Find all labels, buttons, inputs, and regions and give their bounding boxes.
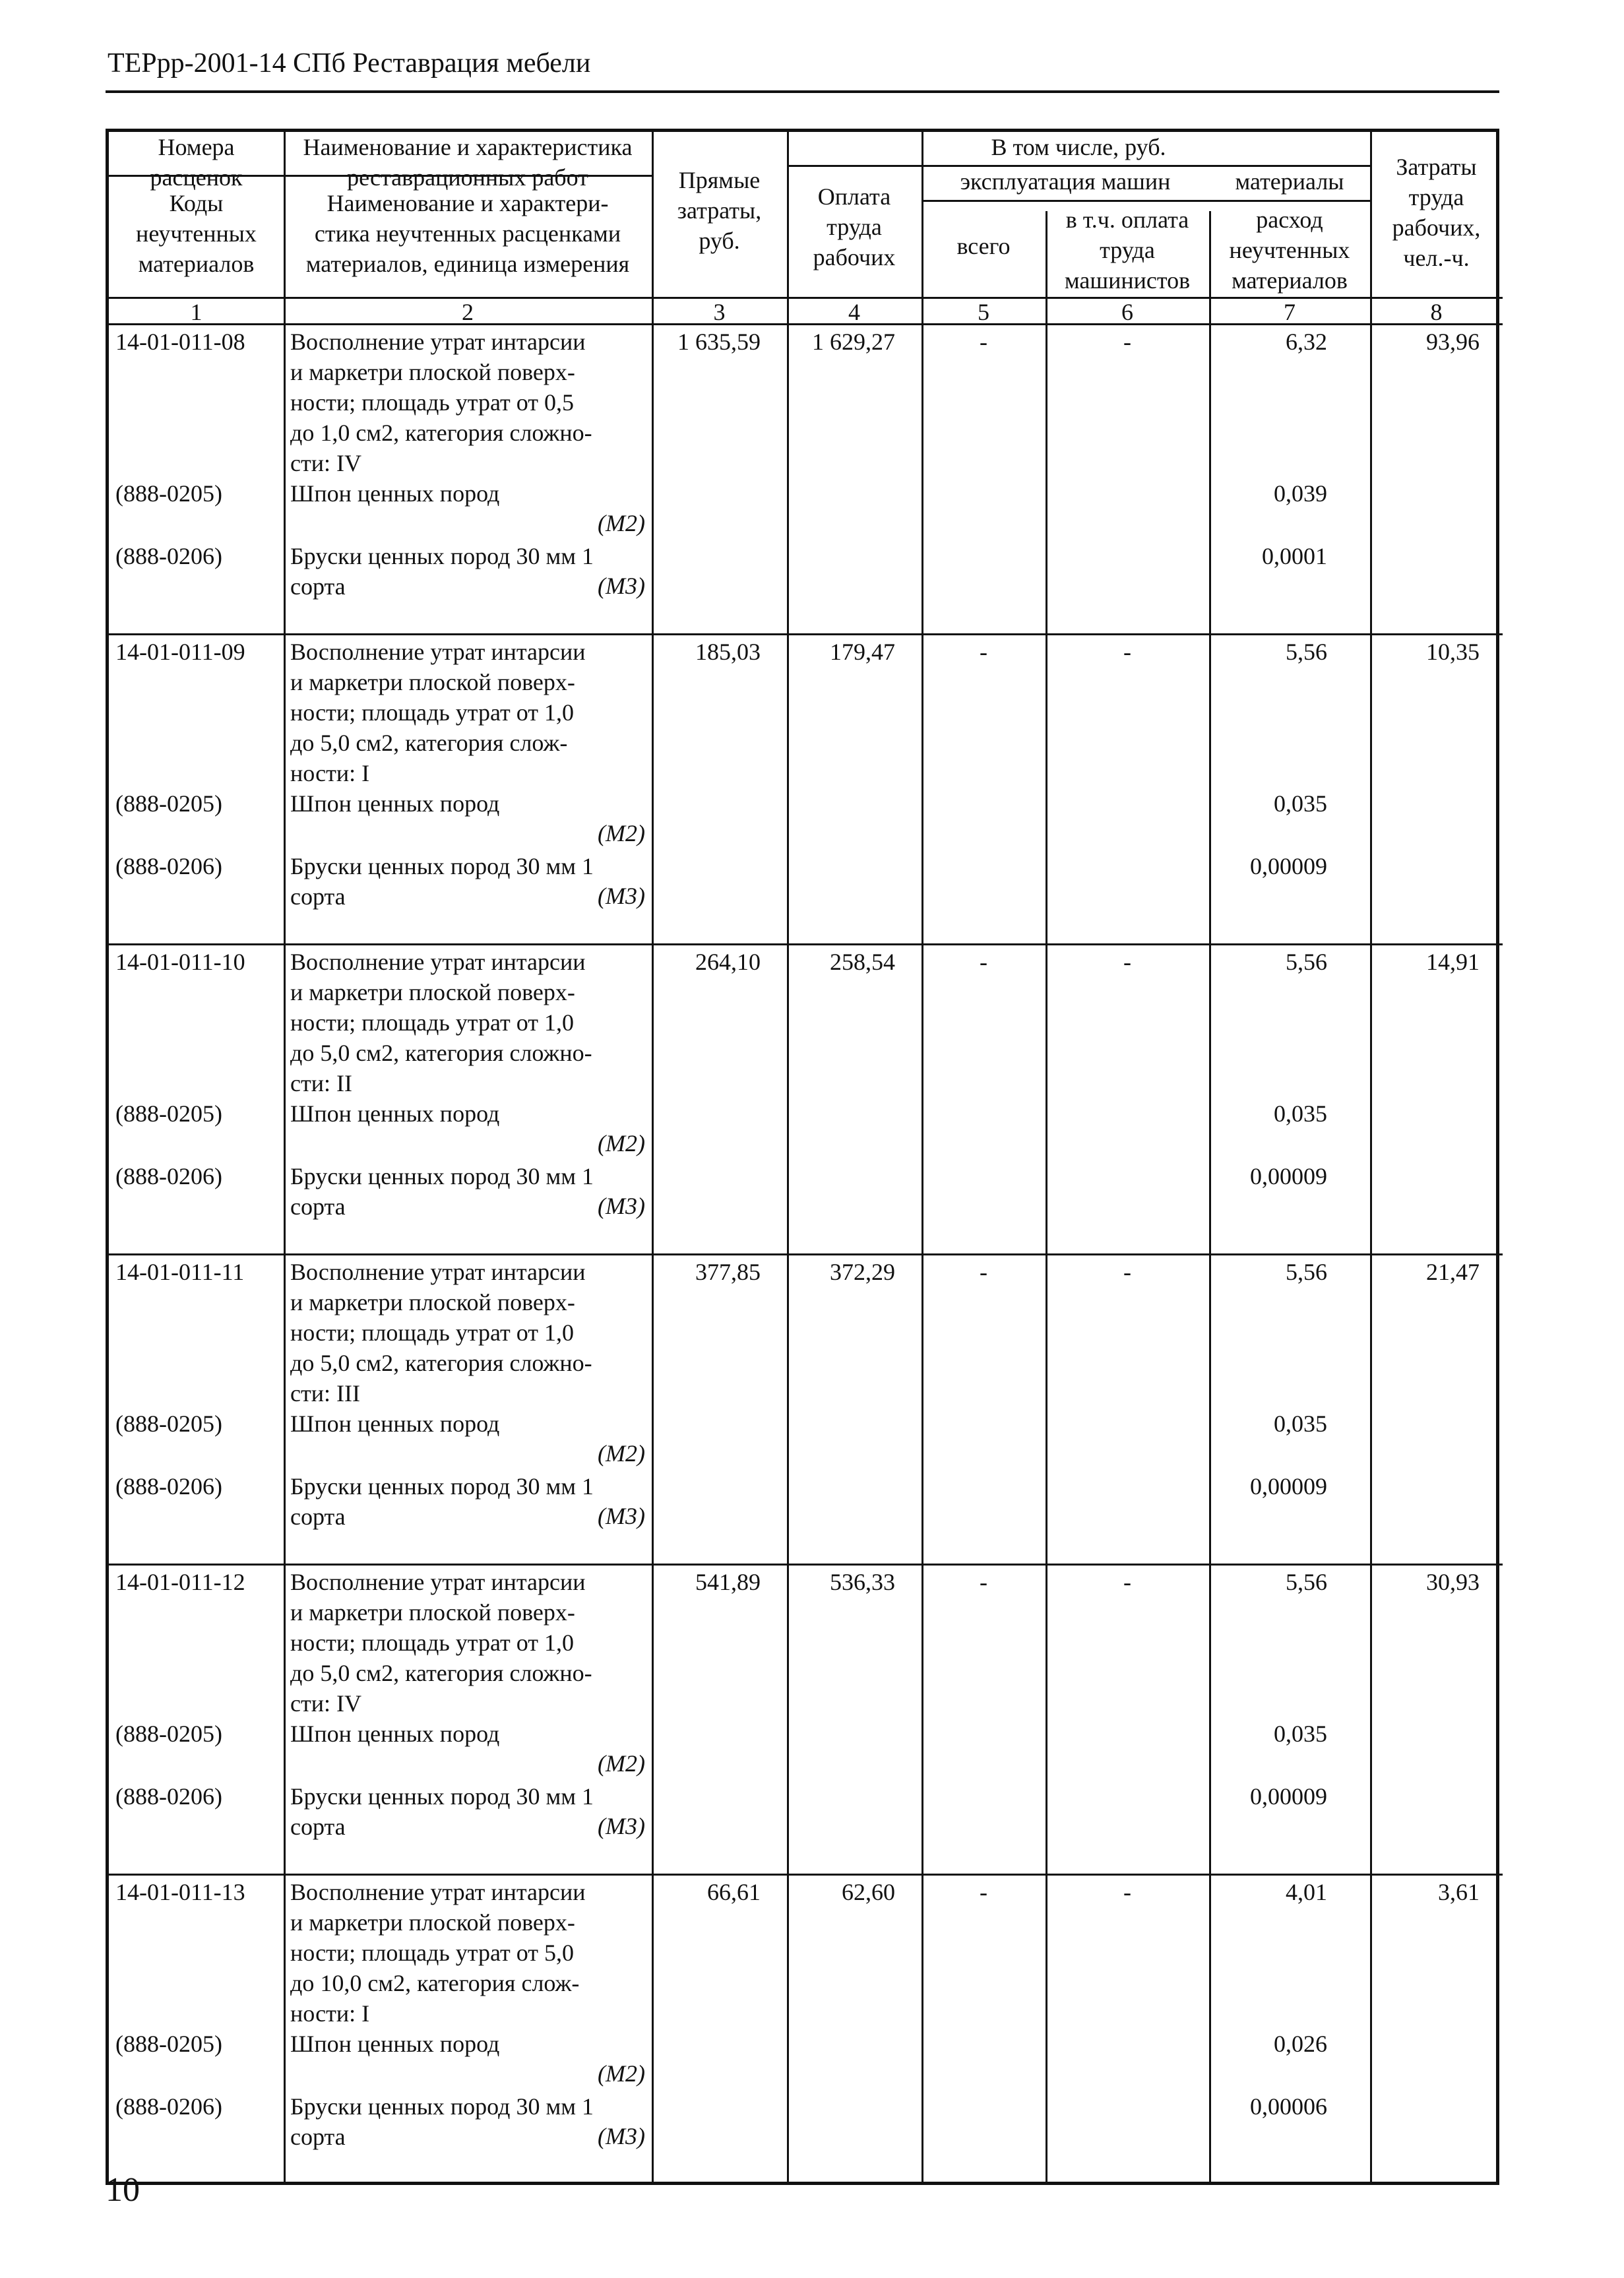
material-code: (888-0206) <box>115 2093 222 2120</box>
machines-total: - <box>980 1259 987 1285</box>
work-description: Восполнение утрат интарсии <box>290 639 586 665</box>
labor-cost: 62,60 <box>842 1879 895 1905</box>
material-code: (888-0205) <box>115 2031 222 2057</box>
materials-cost: 5,56 <box>1286 1259 1327 1285</box>
material-unit: (М2) <box>598 510 645 536</box>
labor-cost: 1 629,27 <box>812 329 895 355</box>
column-header: стика неучтенных расценками <box>314 220 621 247</box>
column-header: труда <box>1100 237 1155 263</box>
column-header: материалов, единица измерения <box>305 251 630 277</box>
work-description: и маркетри плоской поверх- <box>290 359 575 385</box>
work-description: и маркетри плоской поверх- <box>290 669 575 695</box>
material-name: Бруски ценных пород 30 мм 1 <box>290 1783 594 1810</box>
header-split-line <box>921 200 1370 202</box>
labor-hours: 21,47 <box>1426 1259 1480 1285</box>
column-header: Наименование и характери- <box>327 190 609 216</box>
work-description: и маркетри плоской поверх- <box>290 1289 575 1315</box>
labor-hours: 14,91 <box>1426 949 1480 975</box>
machines-total: - <box>980 1879 987 1905</box>
material-name: Шпон ценных пород <box>290 1410 500 1437</box>
column-header: расценок <box>150 164 243 191</box>
column-header: неучтенных <box>136 220 257 247</box>
labor-cost: 258,54 <box>830 949 895 975</box>
work-description: Восполнение утрат интарсии <box>290 1879 586 1905</box>
material-quantity: 0,035 <box>1274 1100 1327 1127</box>
direct-cost: 541,89 <box>695 1569 761 1595</box>
work-description: до 5,0 см2, категория сложно- <box>290 1350 592 1376</box>
material-name: Шпон ценных пород <box>290 2031 500 2057</box>
work-description: сти: IV <box>290 450 361 476</box>
page-number: 10 <box>106 2171 140 2209</box>
rate-code: 14-01-011-12 <box>115 1569 245 1595</box>
material-unit: (М3) <box>598 883 645 909</box>
material-name: сорта <box>290 883 346 910</box>
work-description: до 5,0 см2, категория сложно- <box>290 1660 592 1686</box>
machinists-pay: - <box>1123 949 1131 975</box>
work-description: сти: III <box>290 1380 360 1407</box>
material-code: (888-0205) <box>115 790 222 817</box>
materials-cost: 4,01 <box>1286 1879 1327 1905</box>
rates-table <box>106 129 1499 2185</box>
row-separator <box>109 943 1503 945</box>
direct-cost: 1 635,59 <box>677 329 761 355</box>
material-unit: (М3) <box>598 1813 645 1839</box>
work-description: ности: I <box>290 760 370 786</box>
work-description: Восполнение утрат интарсии <box>290 1259 586 1285</box>
work-description: ности; площадь утрат от 1,0 <box>290 699 575 726</box>
material-name: сорта <box>290 1814 346 1840</box>
column-header: рабочих, <box>1392 214 1481 241</box>
work-description: Восполнение утрат интарсии <box>290 949 586 975</box>
material-name: Бруски ценных пород 30 мм 1 <box>290 1163 594 1189</box>
labor-cost: 372,29 <box>830 1259 895 1285</box>
material-code: (888-0206) <box>115 853 222 879</box>
column-number: 6 <box>1121 299 1133 325</box>
materials-cost: 5,56 <box>1286 639 1327 665</box>
machinists-pay: - <box>1123 1569 1131 1595</box>
rate-code: 14-01-011-08 <box>115 329 245 355</box>
material-quantity: 0,035 <box>1274 1410 1327 1437</box>
column-header: труда <box>1408 184 1464 210</box>
machinists-pay: - <box>1123 639 1131 665</box>
material-name: Шпон ценных пород <box>290 790 500 817</box>
column-number: 1 <box>190 299 203 325</box>
rate-code: 14-01-011-11 <box>115 1259 245 1285</box>
work-description: ности: I <box>290 2000 370 2027</box>
material-quantity: 0,00009 <box>1250 1473 1327 1500</box>
direct-cost: 264,10 <box>695 949 761 975</box>
material-unit: (М2) <box>598 1750 645 1777</box>
material-unit: (М3) <box>598 2123 645 2149</box>
work-description: Восполнение утрат интарсии <box>290 329 586 355</box>
header-rule <box>106 90 1499 93</box>
labor-hours: 3,61 <box>1438 1879 1480 1905</box>
column-header: Наименование и характеристика <box>303 134 633 160</box>
material-quantity: 0,00009 <box>1250 1783 1327 1810</box>
material-unit: (М2) <box>598 2060 645 2087</box>
labor-hours: 30,93 <box>1426 1569 1480 1595</box>
material-name: Бруски ценных пород 30 мм 1 <box>290 853 594 879</box>
column-header: чел.-ч. <box>1403 245 1470 271</box>
material-quantity: 0,00009 <box>1250 853 1327 879</box>
labor-hours: 10,35 <box>1426 639 1480 665</box>
work-description: ности; площадь утрат от 0,5 <box>290 389 575 416</box>
direct-cost: 66,61 <box>707 1879 761 1905</box>
column-header: Затраты <box>1396 154 1477 180</box>
material-name: Шпон ценных пород <box>290 480 500 507</box>
work-description: до 10,0 см2, категория слож- <box>290 1970 580 1996</box>
column-group-header: материалы <box>1235 168 1344 195</box>
column-header: руб. <box>699 228 740 254</box>
work-description: сти: II <box>290 1070 352 1096</box>
labor-hours: 93,96 <box>1426 329 1480 355</box>
page-header-title: ТЕРрр-2001-14 СПб Реставрация мебели <box>108 48 591 79</box>
column-header: Номера <box>158 134 235 160</box>
work-description: Восполнение утрат интарсии <box>290 1569 586 1595</box>
direct-cost: 185,03 <box>695 639 761 665</box>
material-code: (888-0205) <box>115 480 222 507</box>
material-unit: (М2) <box>598 1130 645 1156</box>
column-header: расход <box>1256 206 1323 233</box>
work-description: и маркетри плоской поверх- <box>290 979 575 1005</box>
work-description: ности; площадь утрат от 5,0 <box>290 1940 575 1966</box>
work-description: ности; площадь утрат от 1,0 <box>290 1319 575 1346</box>
column-header: всего <box>956 233 1011 259</box>
work-description: ности; площадь утрат от 1,0 <box>290 1009 575 1036</box>
row-separator <box>109 633 1503 635</box>
column-number: 5 <box>978 299 989 325</box>
work-description: и маркетри плоской поверх- <box>290 1909 575 1936</box>
rate-code: 14-01-011-09 <box>115 639 245 665</box>
material-code: (888-0206) <box>115 1163 222 1189</box>
material-quantity: 0,00009 <box>1250 1163 1327 1189</box>
material-code: (888-0205) <box>115 1721 222 1747</box>
column-number: 4 <box>848 299 860 325</box>
machines-total: - <box>980 639 987 665</box>
material-code: (888-0206) <box>115 1783 222 1810</box>
machinists-pay: - <box>1123 329 1131 355</box>
rate-code: 14-01-011-10 <box>115 949 245 975</box>
column-number: 7 <box>1284 299 1296 325</box>
material-unit: (М2) <box>598 1440 645 1467</box>
work-description: ности; площадь утрат от 1,0 <box>290 1629 575 1656</box>
work-description: до 1,0 см2, категория сложно- <box>290 420 592 446</box>
machines-total: - <box>980 1569 987 1595</box>
material-name: сорта <box>290 573 346 600</box>
column-header: материалов <box>1232 267 1348 294</box>
work-description: до 5,0 см2, категория слож- <box>290 730 568 756</box>
materials-cost: 5,56 <box>1286 1569 1327 1595</box>
column-header: в т.ч. оплата <box>1065 206 1189 233</box>
column-header: неучтенных <box>1229 237 1350 263</box>
column-number: 3 <box>713 299 726 325</box>
materials-cost: 6,32 <box>1286 329 1327 355</box>
material-name: Шпон ценных пород <box>290 1721 500 1747</box>
labor-cost: 536,33 <box>830 1569 895 1595</box>
material-code: (888-0206) <box>115 543 222 569</box>
material-quantity: 0,035 <box>1274 790 1327 817</box>
material-unit: (М2) <box>598 820 645 846</box>
material-name: сорта <box>290 1503 346 1530</box>
material-quantity: 0,00006 <box>1250 2093 1327 2120</box>
material-name: сорта <box>290 2124 346 2150</box>
material-unit: (М3) <box>598 573 645 599</box>
row-separator <box>109 1874 1503 1876</box>
column-header: материалов <box>138 251 255 277</box>
column-header: Коды <box>169 190 224 216</box>
column-header: труда <box>827 214 882 240</box>
machinists-pay: - <box>1123 1259 1131 1285</box>
work-description: и маркетри плоской поверх- <box>290 1599 575 1626</box>
material-quantity: 0,0001 <box>1262 543 1327 569</box>
material-quantity: 0,026 <box>1274 2031 1327 2057</box>
material-quantity: 0,035 <box>1274 1721 1327 1747</box>
column-number: 8 <box>1430 299 1443 325</box>
machines-total: - <box>980 329 987 355</box>
material-name: Шпон ценных пород <box>290 1100 500 1127</box>
work-description: сти: IV <box>290 1690 361 1717</box>
material-unit: (М3) <box>598 1193 645 1219</box>
column-header: Прямые <box>678 167 761 193</box>
column-header: машинистов <box>1064 267 1191 294</box>
column-number: 2 <box>462 299 474 325</box>
machinists-pay: - <box>1123 1879 1131 1905</box>
material-code: (888-0205) <box>115 1410 222 1437</box>
direct-cost: 377,85 <box>695 1259 761 1285</box>
row-separator <box>109 1253 1503 1255</box>
material-name: Бруски ценных пород 30 мм 1 <box>290 1473 594 1500</box>
material-quantity: 0,039 <box>1274 480 1327 507</box>
material-code: (888-0205) <box>115 1100 222 1127</box>
row-separator <box>109 1564 1503 1566</box>
material-name: Бруски ценных пород 30 мм 1 <box>290 2093 594 2120</box>
column-header: Оплата <box>817 183 891 210</box>
material-code: (888-0206) <box>115 1473 222 1500</box>
labor-cost: 179,47 <box>830 639 895 665</box>
column-group-header: В том числе, руб. <box>991 134 1166 160</box>
material-name: Бруски ценных пород 30 мм 1 <box>290 543 594 569</box>
work-description: до 5,0 см2, категория сложно- <box>290 1040 592 1066</box>
material-unit: (М3) <box>598 1503 645 1529</box>
machines-total: - <box>980 949 987 975</box>
column-header: рабочих <box>813 244 896 270</box>
column-header: реставрационных работ <box>347 164 588 191</box>
column-header: затраты, <box>677 197 762 224</box>
rate-code: 14-01-011-13 <box>115 1879 245 1905</box>
materials-cost: 5,56 <box>1286 949 1327 975</box>
column-group-header: эксплуатация машин <box>960 168 1171 195</box>
material-name: сорта <box>290 1193 346 1220</box>
